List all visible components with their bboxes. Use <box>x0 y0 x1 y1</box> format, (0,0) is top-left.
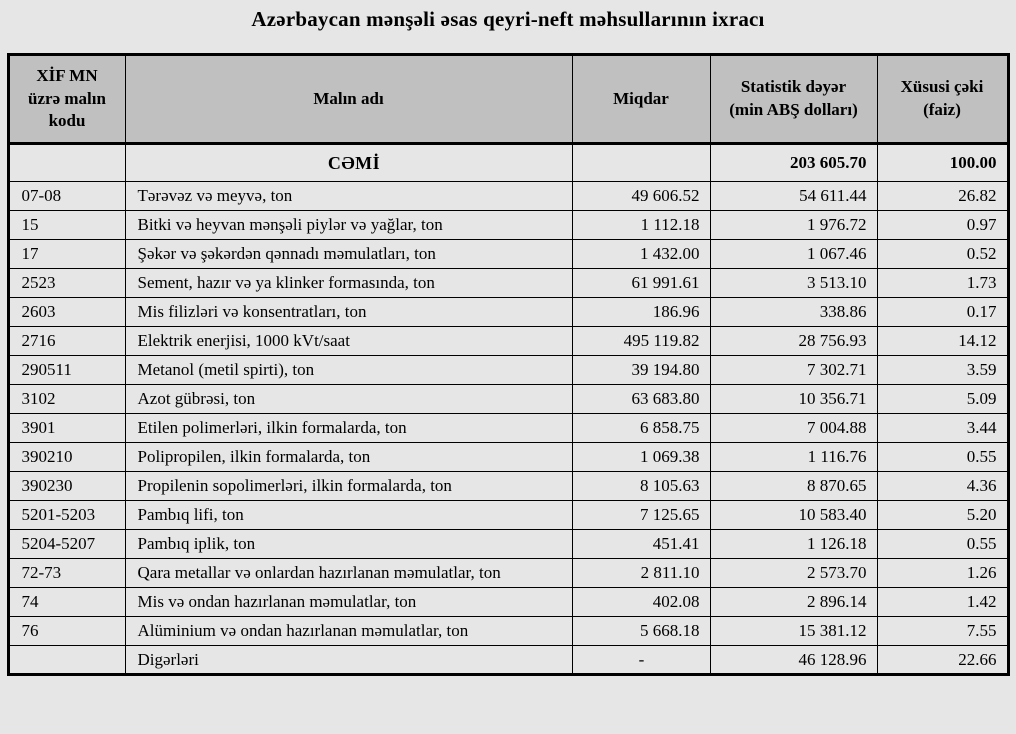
cell-name: Mis və ondan hazırlanan məmulatlar, ton <box>125 588 572 617</box>
cell-code: 3102 <box>8 385 125 414</box>
cell-code: 74 <box>8 588 125 617</box>
cell-code: 5204-5207 <box>8 530 125 559</box>
table-row <box>8 240 1008 269</box>
cell-name: Şəkər və şəkərdən qənnadı məmulatları, ton <box>125 240 572 269</box>
cell-value: 10 583.40 <box>710 501 877 530</box>
col-header-value: Statistik dəyər (min ABŞ dolları) <box>710 55 877 144</box>
cell-value: 1 067.46 <box>710 240 877 269</box>
cell-share: 26.82 <box>877 182 1008 211</box>
cell-share: 1.42 <box>877 588 1008 617</box>
cell-name: Tərəvəz və meyvə, ton <box>125 182 572 211</box>
cell-name: Polipropilen, ilkin formalarda, ton <box>125 443 572 472</box>
cell-name: CƏMİ <box>125 144 572 182</box>
cell-value: 7 004.88 <box>710 414 877 443</box>
cell-name: Sement, hazır və ya klinker formasında, ton <box>125 269 572 298</box>
cell-code: 15 <box>8 211 125 240</box>
cell-code: 390210 <box>8 443 125 472</box>
table-row <box>8 182 1008 211</box>
table-row <box>8 356 1008 385</box>
cell-name: Bitki və heyvan mənşəli piylər və yağlar, ton <box>125 211 572 240</box>
cell-share: 100.00 <box>877 144 1008 182</box>
cell-code <box>8 144 125 182</box>
cell-share: 1.73 <box>877 269 1008 298</box>
header-row <box>8 55 1008 144</box>
table-header <box>8 55 1008 144</box>
cell-value: 10 356.71 <box>710 385 877 414</box>
cell-value: 54 611.44 <box>710 182 877 211</box>
cell-value: 1 976.72 <box>710 211 877 240</box>
cell-value: 2 896.14 <box>710 588 877 617</box>
cell-value: 3 513.10 <box>710 269 877 298</box>
page <box>0 7 1016 734</box>
cell-value: 203 605.70 <box>710 144 877 182</box>
cell-share: 0.55 <box>877 443 1008 472</box>
col-header-share: Xüsusi çəki (faiz) <box>877 55 1008 144</box>
table-row <box>8 646 1008 675</box>
table-row <box>8 530 1008 559</box>
cell-quantity: 1 069.38 <box>572 443 710 472</box>
cell-value: 1 126.18 <box>710 530 877 559</box>
table-row <box>8 472 1008 501</box>
cell-quantity: 402.08 <box>572 588 710 617</box>
cell-share: 14.12 <box>877 327 1008 356</box>
cell-share: 3.44 <box>877 414 1008 443</box>
cell-share: 22.66 <box>877 646 1008 675</box>
col-header-quantity: Miqdar <box>572 55 710 144</box>
cell-quantity: 495 119.82 <box>572 327 710 356</box>
cell-quantity: 39 194.80 <box>572 356 710 385</box>
cell-share: 5.09 <box>877 385 1008 414</box>
table-row <box>8 588 1008 617</box>
table-row <box>8 501 1008 530</box>
cell-name: Qara metallar və onlardan hazırlanan məmulatlar, ton <box>125 559 572 588</box>
cell-share: 7.55 <box>877 617 1008 646</box>
total-row <box>8 144 1008 182</box>
table-row <box>8 211 1008 240</box>
cell-name: Azot gübrəsi, ton <box>125 385 572 414</box>
cell-code: 5201-5203 <box>8 501 125 530</box>
cell-share: 0.55 <box>877 530 1008 559</box>
cell-name: Pambıq iplik, ton <box>125 530 572 559</box>
cell-share: 0.17 <box>877 298 1008 327</box>
cell-quantity: 49 606.52 <box>572 182 710 211</box>
cell-code: 76 <box>8 617 125 646</box>
col-header-code: XİF MN üzrə malın kodu <box>8 55 125 144</box>
cell-name: Metanol (metil spirti), ton <box>125 356 572 385</box>
cell-code: 07-08 <box>8 182 125 211</box>
cell-value: 28 756.93 <box>710 327 877 356</box>
cell-share: 0.97 <box>877 211 1008 240</box>
cell-name: Etilen polimerləri, ilkin formalarda, ton <box>125 414 572 443</box>
cell-value: 46 128.96 <box>710 646 877 675</box>
cell-code: 2716 <box>8 327 125 356</box>
cell-quantity: 1 112.18 <box>572 211 710 240</box>
cell-name: Alüminium və ondan hazırlanan məmulatlar, ton <box>125 617 572 646</box>
cell-quantity: 451.41 <box>572 530 710 559</box>
cell-quantity: 7 125.65 <box>572 501 710 530</box>
cell-name: Mis filizləri və konsentratları, ton <box>125 298 572 327</box>
cell-name: Elektrik enerjisi, 1000 kVt/saat <box>125 327 572 356</box>
cell-quantity: 5 668.18 <box>572 617 710 646</box>
cell-quantity: 2 811.10 <box>572 559 710 588</box>
table-row <box>8 298 1008 327</box>
cell-share: 0.52 <box>877 240 1008 269</box>
exports-table <box>7 53 1010 676</box>
cell-code: 2603 <box>8 298 125 327</box>
cell-name: Propilenin sopolimerləri, ilkin formalarda, ton <box>125 472 572 501</box>
cell-code: 3901 <box>8 414 125 443</box>
col-header-name: Malın adı <box>125 55 572 144</box>
cell-value: 338.86 <box>710 298 877 327</box>
cell-value: 7 302.71 <box>710 356 877 385</box>
cell-code: 2523 <box>8 269 125 298</box>
table-row <box>8 443 1008 472</box>
cell-quantity: 1 432.00 <box>572 240 710 269</box>
table-row <box>8 385 1008 414</box>
cell-value: 1 116.76 <box>710 443 877 472</box>
cell-code: 290511 <box>8 356 125 385</box>
table-row <box>8 559 1008 588</box>
cell-value: 8 870.65 <box>710 472 877 501</box>
cell-quantity: 63 683.80 <box>572 385 710 414</box>
table-row <box>8 269 1008 298</box>
cell-code: 72-73 <box>8 559 125 588</box>
table-body <box>8 144 1008 675</box>
cell-name: Digərləri <box>125 646 572 675</box>
cell-quantity: 61 991.61 <box>572 269 710 298</box>
cell-share: 1.26 <box>877 559 1008 588</box>
cell-share: 3.59 <box>877 356 1008 385</box>
cell-quantity: 8 105.63 <box>572 472 710 501</box>
cell-quantity: 6 858.75 <box>572 414 710 443</box>
table-row <box>8 414 1008 443</box>
table-row <box>8 617 1008 646</box>
cell-code: 390230 <box>8 472 125 501</box>
cell-code: 17 <box>8 240 125 269</box>
table-row <box>8 327 1008 356</box>
cell-value: 2 573.70 <box>710 559 877 588</box>
cell-share: 4.36 <box>877 472 1008 501</box>
cell-value: 15 381.12 <box>710 617 877 646</box>
page-title: Azərbaycan mənşəli əsas qeyri-neft məhsullarının ixracı <box>251 7 765 31</box>
cell-quantity: 186.96 <box>572 298 710 327</box>
cell-quantity <box>572 144 710 182</box>
cell-share: 5.20 <box>877 501 1008 530</box>
cell-code <box>8 646 125 675</box>
cell-quantity: - <box>572 646 710 675</box>
cell-name: Pambıq lifi, ton <box>125 501 572 530</box>
